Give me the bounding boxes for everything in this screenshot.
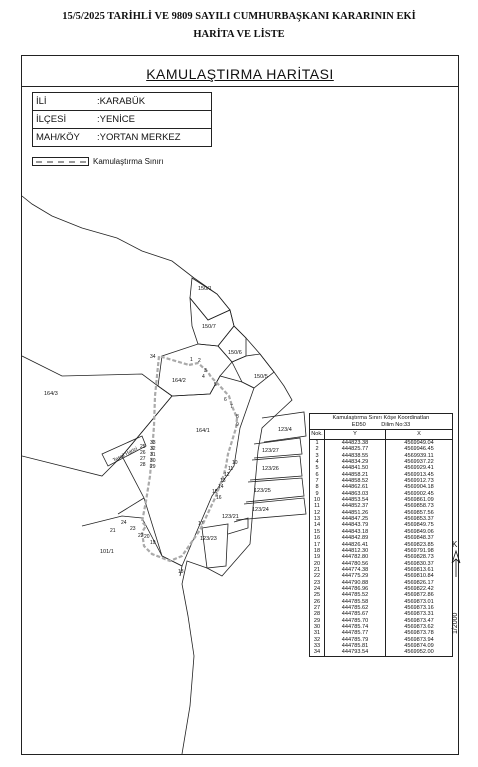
point-label: 13 (220, 478, 226, 484)
point-label: 9 (236, 422, 239, 428)
map-title: KAMULAŞTIRMA HARİTASI (146, 66, 334, 82)
table-cell-y: 444862.61 (325, 484, 386, 490)
table-cell-x: 4569873.94 (404, 636, 434, 643)
table-cell-point: 15 (310, 529, 325, 535)
table-cell-y: 444823.38 (325, 440, 386, 446)
table-cell-x: 4569874.09 (404, 643, 434, 649)
table-cell-point: 30 (310, 624, 325, 630)
table-cell-x: 4569813.61 (404, 566, 434, 573)
table-cell-x: 4569939.11 (404, 452, 434, 459)
table-cell-point: 27 (310, 605, 325, 611)
parcel-150-7-boundary (190, 298, 234, 346)
table-cell-point: 2 (310, 446, 325, 452)
column-header-y: Y (325, 430, 386, 439)
table-cell-y: 444785.62 (325, 605, 386, 611)
table-cell-y: 444851.26 (325, 510, 386, 516)
table-cell-y: 444793.54 (325, 649, 386, 655)
table-cell-x: 4569810.84 (404, 573, 434, 580)
table-cell-point: 24 (310, 586, 325, 592)
table-cell-x: 4569791.98 (404, 547, 434, 554)
table-cell-y: 444774.38 (325, 567, 386, 573)
point-label: 11 (228, 466, 234, 472)
parcel-label: 123/21 (222, 514, 239, 520)
info-label-mahalle: MAH/KÖY (36, 132, 80, 143)
point-label: 6 (224, 397, 227, 403)
table-cell-point: 3 (310, 453, 325, 459)
table-cell-x: 4569873.01 (404, 598, 434, 605)
point-label: 31 (150, 452, 156, 458)
table-cell-point: 11 (310, 503, 325, 509)
table-cell-y: 444785.52 (325, 592, 386, 598)
point-label: 32 (150, 446, 156, 452)
table-cell-y: 444863.03 (325, 491, 386, 497)
table-column-headers (310, 430, 452, 440)
table-cell-point: 6 (310, 472, 325, 478)
table-cell-point: 10 (310, 497, 325, 503)
table-cell-y: 444847.25 (325, 516, 386, 522)
point-label: 3 (204, 368, 207, 374)
parcel-label: 164/3 (44, 391, 58, 397)
table-cell-point: 12 (310, 510, 325, 516)
table-cell-y: 444841.50 (325, 465, 386, 471)
north-label: K (452, 540, 458, 549)
table-cell-y: 444785.81 (325, 643, 386, 649)
parcel-150-6-boundary (218, 326, 246, 362)
table-cell-point: 7 (310, 478, 325, 484)
table-body (310, 440, 452, 656)
point-label: 2 (198, 358, 201, 364)
point-label: 28 (140, 462, 146, 468)
info-value-il: :KARABÜK (97, 96, 146, 107)
table-cell-y: 444858.21 (325, 472, 386, 478)
point-label: 5 (214, 382, 217, 388)
point-label: 10 (232, 460, 238, 466)
table-cell-y: 444838.55 (325, 453, 386, 459)
table-cell-x: 4569858.73 (404, 503, 434, 510)
table-cell-y: 444852.37 (325, 503, 386, 509)
table-cell-point: 18 (310, 548, 325, 554)
table-cell-point: 4 (310, 459, 325, 465)
table-cell-point: 31 (310, 630, 325, 636)
table-cell-x: 4569873.16 (404, 604, 434, 611)
info-label-ilce: İLÇESİ (36, 114, 67, 125)
table-cell-point: 23 (310, 580, 325, 586)
coordinate-table (309, 413, 453, 657)
table-cell-x: 4569873.47 (404, 617, 434, 624)
table-cell-y: 444853.54 (325, 497, 386, 503)
table-cell-x: 4569904.18 (404, 484, 434, 491)
table-cell-x: 4569857.56 (404, 509, 434, 516)
parcel-label: 150/6 (228, 350, 242, 356)
table-cell-x: 4569902.45 (404, 490, 434, 497)
table-cell-y: 444812.30 (325, 548, 386, 554)
point-label: 17 (198, 521, 204, 527)
table-cell-point: 13 (310, 516, 325, 522)
table-cell-x: 4569872.86 (404, 592, 434, 599)
point-label: 23 (130, 526, 136, 532)
table-cell-x: 4569848.37 (404, 535, 434, 542)
point-label: 27 (140, 456, 146, 462)
table-cell-y: 444843.79 (325, 522, 386, 528)
table-cell-x: 4569913.45 (404, 471, 434, 478)
column-header-point: Nok. (310, 430, 325, 439)
table-cell-x: 4569822.42 (404, 585, 434, 592)
point-label: 21 (110, 528, 116, 534)
parcel-150-1-boundary (190, 278, 230, 320)
table-cell-point: 29 (310, 618, 325, 624)
table-cell-x: 4569861.09 (404, 497, 434, 504)
road-label: Tescil Harici (112, 445, 139, 464)
table-cell-y: 444785.70 (325, 618, 386, 624)
north-arrow-icon (450, 539, 462, 579)
point-label: 16 (216, 495, 222, 501)
scale-label: 1/2000 (452, 612, 459, 634)
point-label: 18 (178, 569, 184, 575)
table-cell-point: 19 (310, 554, 325, 560)
table-cell-y: 444858.52 (325, 478, 386, 484)
table-cell-x: 4569826.17 (404, 579, 434, 586)
inner-divider-1 (118, 498, 144, 514)
parcel-150-5-boundary (232, 354, 274, 388)
point-label: 12 (224, 472, 230, 478)
parcel-outer-boundary (22, 196, 292, 754)
point-label: 15 (212, 489, 218, 495)
point-label: 34 (150, 354, 156, 360)
table-cell-y: 444782.80 (325, 554, 386, 560)
table-cell-point: 22 (310, 573, 325, 579)
expropriation-boundary (142, 356, 237, 561)
point-label: 24 (121, 520, 127, 526)
parcel-label: 150/7 (202, 324, 216, 330)
table-cell-y: 444785.74 (325, 624, 386, 630)
point-label: 19 (150, 540, 156, 546)
parcel-label: 123/24 (252, 507, 269, 513)
point-label: 7 (230, 404, 233, 410)
table-cell-x: 4569828.73 (404, 554, 434, 561)
parcel-label: 101/1 (100, 549, 114, 555)
parcel-label: 123/25 (254, 488, 271, 494)
point-label: 33 (150, 440, 156, 446)
table-cell-point: 9 (310, 491, 325, 497)
table-cell-x: 4569849.75 (404, 522, 434, 529)
table-cell-x: 4569873.31 (404, 611, 434, 618)
table-cell-x: 4569929.41 (404, 465, 434, 472)
table-cell-x: 4569830.37 (404, 560, 434, 567)
point-label: 26 (140, 450, 146, 456)
table-cell-x: 4569952.00 (404, 649, 434, 656)
table-cell-y: 444785.77 (325, 630, 386, 636)
table-cell-point: 26 (310, 599, 325, 605)
parcel-label: 164/2 (172, 378, 186, 384)
parcel-101-1-boundary (82, 516, 182, 576)
table-cell-point: 5 (310, 465, 325, 471)
table-cell-point: 16 (310, 535, 325, 541)
table-cell-point: 34 (310, 649, 325, 655)
parcel-123-23-boundary (202, 524, 228, 568)
table-cell-point: 28 (310, 611, 325, 617)
table-cell-x: 4569849.06 (404, 528, 434, 535)
point-label: 4 (202, 374, 205, 380)
point-label: 8 (236, 414, 239, 420)
table-row (310, 649, 452, 655)
table-cell-point: 25 (310, 592, 325, 598)
table-cell-y: 444780.56 (325, 561, 386, 567)
table-cell-y: 444843.18 (325, 529, 386, 535)
parcel-123-24-boundary (236, 498, 306, 520)
parcel-label: 123/27 (262, 448, 279, 454)
header-line-1: 15/5/2025 TARİHLİ VE 9809 SAYILI CUMHURBAŞKANI KARARININ EKİ (62, 11, 416, 22)
table-subtitle: ED50 Dilim No:33 (351, 421, 411, 428)
header-line-2: HARİTA VE LİSTE (193, 29, 285, 40)
table-cell-x: 4569873.62 (404, 623, 434, 630)
point-label: 20 (144, 534, 150, 540)
table-cell-y: 444785.79 (325, 637, 386, 643)
point-label: 25 (140, 444, 146, 450)
info-value-ilce: :YENİCE (97, 114, 136, 125)
table-cell-point: 8 (310, 484, 325, 490)
table-cell-x: 4569853.37 (404, 516, 434, 523)
table-header (310, 414, 452, 430)
table-cell-point: 33 (310, 643, 325, 649)
table-cell-y: 444786.96 (325, 586, 386, 592)
table-cell-y: 444785.58 (325, 599, 386, 605)
info-value-mahalle: :YORTAN MERKEZ (97, 132, 181, 143)
parcel-label: 150/5 (254, 374, 268, 380)
legend-label: Kamulaştırma Sınırı (93, 157, 164, 166)
table-cell-point: 1 (310, 440, 325, 446)
table-cell-point: 17 (310, 542, 325, 548)
table-cell-point: 20 (310, 561, 325, 567)
table-cell-x: 4569949.04 (404, 440, 434, 446)
parcel-label: 123/23 (200, 536, 217, 542)
table-cell-x: 4569912.73 (404, 478, 434, 485)
column-header-x: X (417, 431, 421, 437)
table-title: Kamulaştırma Sınırı Köşe Koordinatları (332, 415, 430, 421)
map-frame (21, 55, 459, 755)
table-cell-y: 444842.89 (325, 535, 386, 541)
point-label: 22 (138, 533, 144, 539)
table-cell-point: 14 (310, 522, 325, 528)
table-cell-y: 444775.29 (325, 573, 386, 579)
parcel-label: 164/1 (196, 428, 210, 434)
point-label: 30 (150, 458, 156, 464)
table-cell-y: 444826.41 (325, 542, 386, 548)
table-cell-y: 444825.77 (325, 446, 386, 452)
table-cell-x: 4569823.85 (404, 541, 434, 548)
point-label: 14 (218, 484, 224, 490)
table-cell-point: 21 (310, 567, 325, 573)
table-cell-x: 4569946.45 (404, 446, 434, 453)
table-cell-point: 32 (310, 637, 325, 643)
parcel-123-21-boundary (228, 518, 248, 534)
point-label: 29 (150, 464, 156, 470)
table-cell-x: 4569873.78 (404, 630, 434, 637)
parcel-label: 123/26 (262, 466, 279, 472)
parcel-label: 123/4 (278, 427, 292, 433)
table-cell-y: 444790.88 (325, 580, 386, 586)
table-cell-y: 444785.67 (325, 611, 386, 617)
table-cell-y: 444834.29 (325, 459, 386, 465)
table-cell-x: 4569937.22 (404, 459, 434, 466)
info-label-il: İLİ (36, 96, 47, 107)
parcel-label: 150/1 (198, 286, 212, 292)
point-label: 1 (190, 357, 193, 363)
